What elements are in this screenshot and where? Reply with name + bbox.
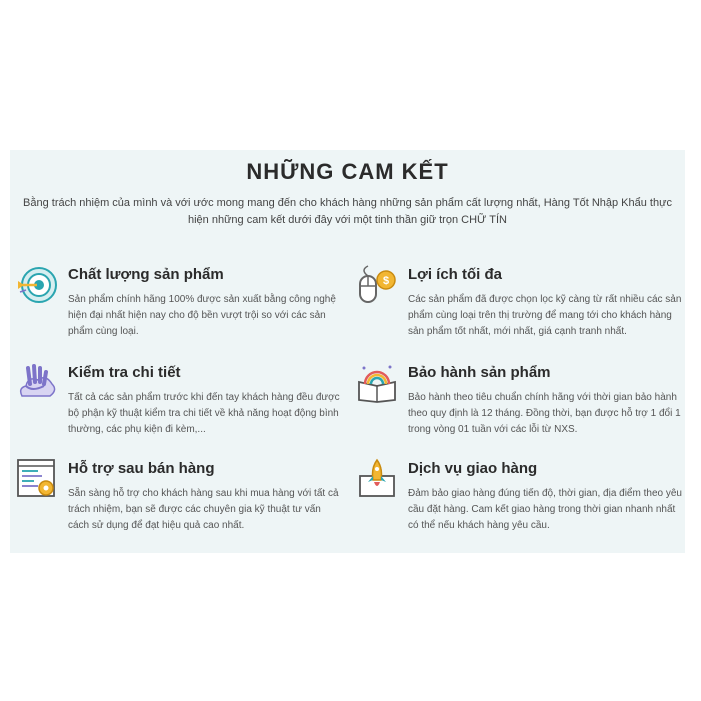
feature-title: Dịch vụ giao hàng: [408, 460, 538, 477]
feature-support: [16, 458, 346, 548]
code-gear-icon: [16, 458, 58, 500]
section-title: NHỮNG CAM KẾT: [246, 159, 449, 184]
feature-inspection: [16, 362, 346, 452]
feature-title: Kiểm tra chi tiết: [68, 364, 181, 381]
feature-desc: Bảo hành theo tiêu chuẩn chính hãng với thời gian bảo hành theo quy định là 12 tháng. Đồng thời, bạn được hỗ trợ 1 đổi 1 trong vòng 01 tuần với các lỗi từ NXS.: [408, 392, 681, 435]
svg-text:$: $: [382, 275, 390, 287]
hand-cloud-icon: [16, 362, 58, 404]
feature-desc: Đảm bảo giao hàng đúng tiến độ, thời gian, địa điểm theo yêu cầu đặt hàng. Cam kết giao hàng trong thời gian nhanh nhất có thể nếu khách hàng yêu cầu.: [408, 488, 682, 531]
section-intro: Bằng trách nhiệm của mình và với ước mong mang đến cho khách hàng những sản phẩm cất lượng nhất, Hàng Tốt Nhập Khẩu thực hiện những cam kết dưới đây với một tinh thần giữ trọn CHỮ TÍN: [23, 197, 672, 226]
feature-desc: Sản phẩm chính hãng 100% được sản xuất bằng công nghệ hiện đại nhất hiện nay cho độ bền vượt trội so với các sản phẩm cùng loại.: [68, 294, 336, 337]
feature-title: Lợi ích tối đa: [408, 266, 502, 283]
feature-delivery: [356, 458, 686, 548]
feature-desc: Sẵn sàng hỗ trợ cho khách hàng sau khi mua hàng với tất cả trách nhiệm, bạn sẽ được các chuyên gia kỹ thuật tư vấn cách sử dụng để đạt hiệu quả cao nhất.: [68, 488, 339, 531]
target-icon: [16, 264, 58, 306]
feature-desc: Các sản phẩm đã được chọn lọc kỹ càng từ rất nhiều các sản phẩm cùng loại trên thị trường để mang tới cho khách hàng sản phẩm tốt nhất, mới nhất, giá cạnh tranh nhất.: [408, 294, 682, 337]
feature-warranty: [356, 362, 686, 452]
feature-title: Hỗ trợ sau bán hàng: [68, 460, 215, 477]
feature-benefit: [356, 264, 686, 354]
mouse-coin-icon: [356, 264, 398, 306]
rocket-icon: [356, 458, 398, 500]
feature-desc: Tất cả các sản phẩm trước khi đến tay khách hàng đều được bộ phận kỹ thuật kiểm tra chi tiết về khả năng hoạt động bình thường, các phụ kiện đi kèm,...: [68, 392, 340, 435]
rainbow-book-icon: [356, 362, 398, 404]
commitments-section: [10, 150, 685, 553]
feature-title: Chất lượng sản phẩm: [68, 266, 224, 283]
feature-title: Bảo hành sản phẩm: [408, 364, 551, 381]
feature-quality: [16, 264, 346, 354]
